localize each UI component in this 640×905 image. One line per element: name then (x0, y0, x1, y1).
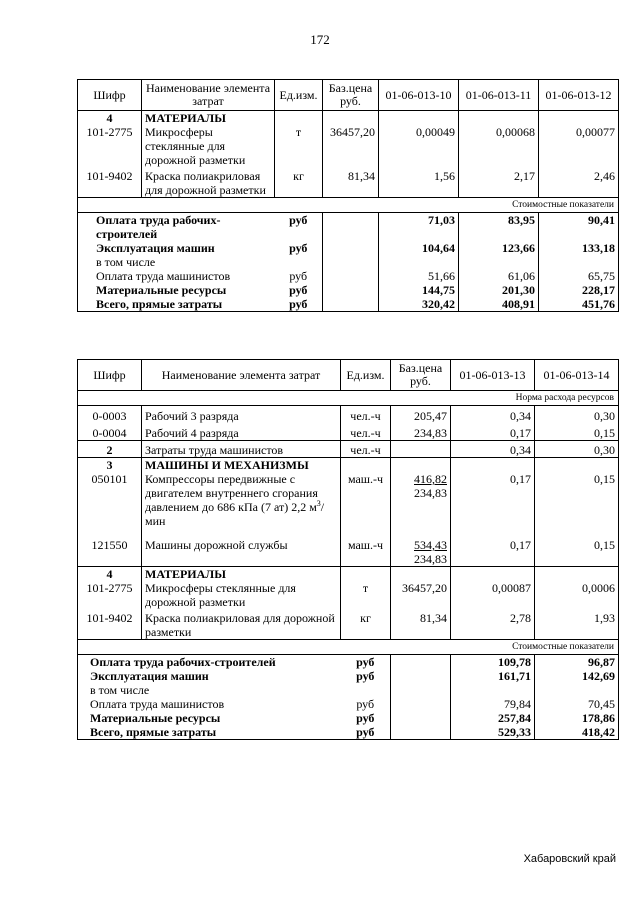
cost-value: 408,91 (459, 297, 539, 312)
row-price: 36457,20 (391, 581, 451, 609)
cost-value: 70,45 (535, 697, 619, 711)
cost-unit: руб (341, 655, 391, 670)
row-name-text: Компрессоры передвижные с двигателем внутреннего сгорания давлением до 686 кПа (7 ат) 2,2 м (145, 472, 318, 514)
cost-name: Материальные ресурсы (78, 283, 275, 297)
row-value: 0,15 (535, 423, 619, 441)
row-name-tail: /мин (145, 500, 325, 528)
row-code: 101-9402 (78, 167, 142, 198)
row-value: 2,46 (539, 167, 619, 198)
row-value: 0,00049 (379, 125, 459, 167)
cost-unit: руб (275, 283, 323, 297)
row-value: 0,15 (535, 528, 619, 567)
col-header-unit: Ед.изм. (341, 360, 391, 391)
cost-name: Оплата труда рабочих-строителей (78, 213, 275, 242)
row-price (391, 472, 451, 528)
row-value: 1,93 (535, 609, 619, 640)
table-row (78, 528, 619, 567)
cost-value: 65,75 (539, 269, 619, 283)
cost-value: 201,30 (459, 283, 539, 297)
section-code: 4 (78, 567, 142, 582)
col-header-unit: Ед.изм. (275, 80, 323, 111)
row-value: 0,15 (535, 472, 619, 528)
col-header-rate: 01-06-013-10 (379, 80, 459, 111)
cost-name: в том числе (78, 255, 275, 269)
cost-row (78, 683, 619, 697)
table-row (78, 423, 619, 441)
row-value: 0,34 (451, 406, 535, 424)
cost-table-1 (77, 79, 619, 312)
row-value: 0,0006 (535, 581, 619, 609)
row-unit: чел.-ч (341, 423, 391, 441)
cost-value: 51,66 (379, 269, 459, 283)
row-code: 101-9402 (78, 609, 142, 640)
cost-value: 257,84 (451, 711, 535, 725)
cost-name: Оплата труда рабочих-строителей (78, 655, 341, 670)
col-header-rate: 01-06-013-13 (451, 360, 535, 391)
cost-name: Оплата труда машинистов (78, 697, 341, 711)
row-value: 0,00077 (539, 125, 619, 167)
page-number: 172 (310, 32, 330, 47)
cost-value: 83,95 (459, 213, 539, 242)
cost-value: 228,17 (539, 283, 619, 297)
table-header-row (78, 80, 619, 111)
cost-row (78, 297, 619, 312)
table-row (78, 581, 619, 609)
superscript: 3 (316, 499, 321, 508)
cost-row (78, 697, 619, 711)
cost-name: Эксплуатация машин (78, 241, 275, 255)
cost-row (78, 269, 619, 283)
cost-unit: руб (341, 669, 391, 683)
cost-value: 96,87 (535, 655, 619, 670)
band-row (78, 640, 619, 655)
section-title: МАТЕРИАЛЫ (142, 567, 341, 582)
cost-value: 61,06 (459, 269, 539, 283)
row-code: 101-2775 (78, 581, 142, 609)
cost-name: Всего, прямые затраты (78, 725, 341, 740)
band-row (78, 391, 619, 406)
row-name: Микросферы стеклянные для дорожной разметки (142, 581, 341, 609)
cost-unit: руб (341, 711, 391, 725)
cost-value: 178,86 (535, 711, 619, 725)
cost-row (78, 711, 619, 725)
row-value: 2,17 (459, 167, 539, 198)
row-value: 0,17 (451, 472, 535, 528)
cost-value: 529,33 (451, 725, 535, 740)
cost-row (78, 213, 619, 242)
row-value: 0,17 (451, 528, 535, 567)
row-value: 0,00087 (451, 581, 535, 609)
cost-table-2 (77, 359, 619, 740)
row-name: Микросферы стеклянные для дорожной разметки (142, 125, 275, 167)
cost-value: 133,18 (539, 241, 619, 255)
cost-unit: руб (275, 297, 323, 312)
col-header-name: Наименование элемента затрат (142, 80, 275, 111)
col-header-rate: 01-06-013-12 (539, 80, 619, 111)
row-price: 205,47 (391, 406, 451, 424)
price-top: 534,43 (414, 538, 447, 552)
cost-value: 109,78 (451, 655, 535, 670)
row-name: Рабочий 3 разряда (142, 406, 341, 424)
row-value: 1,56 (379, 167, 459, 198)
row-value: 0,00068 (459, 125, 539, 167)
section-row (78, 567, 619, 582)
table-row (78, 167, 619, 198)
col-header-price: Баз.цена руб. (391, 360, 451, 391)
band-label: Норма расхода ресурсов (78, 391, 619, 406)
table-row (78, 441, 619, 458)
row-name: Рабочий 4 разряда (142, 423, 341, 441)
table-row (78, 609, 619, 640)
cost-row (78, 669, 619, 683)
price-top: 416,82 (414, 472, 447, 486)
row-unit: маш.-ч (341, 472, 391, 528)
row-unit: т (275, 125, 323, 167)
row-name: Затраты труда машинистов (142, 441, 341, 458)
row-unit: кг (275, 167, 323, 198)
row-code: 121550 (78, 528, 142, 567)
col-header-code: Шифр (78, 360, 142, 391)
cost-unit: руб (275, 213, 323, 242)
section-title: МАШИНЫ И МЕХАНИЗМЫ (142, 458, 341, 473)
row-unit: т (341, 581, 391, 609)
cost-row (78, 255, 619, 269)
cost-value: 451,76 (539, 297, 619, 312)
cost-name: Материальные ресурсы (78, 711, 341, 725)
cost-value: 79,84 (451, 697, 535, 711)
cost-value: 418,42 (535, 725, 619, 740)
cost-row (78, 283, 619, 297)
row-unit: чел.-ч (341, 441, 391, 458)
row-name (142, 472, 341, 528)
row-code: 101-2775 (78, 125, 142, 167)
cost-value: 71,03 (379, 213, 459, 242)
row-unit: кг (341, 609, 391, 640)
band-label: Стоимостные показатели (78, 640, 619, 655)
row-value: 0,30 (535, 406, 619, 424)
band-row (78, 198, 619, 213)
row-code: 2 (78, 441, 142, 458)
table-row (78, 406, 619, 424)
col-header-price: Баз.цена руб. (323, 80, 379, 111)
cost-value: 320,42 (379, 297, 459, 312)
region-footer: Хабаровский край (523, 853, 616, 865)
cost-value: 161,71 (451, 669, 535, 683)
cost-unit: руб (341, 725, 391, 740)
cost-row (78, 241, 619, 255)
cost-unit: руб (341, 697, 391, 711)
row-value: 0,34 (451, 441, 535, 458)
cost-unit: руб (275, 241, 323, 255)
row-name: Краска полиакриловая для дорожной разметки (142, 609, 341, 640)
cost-value: 104,64 (379, 241, 459, 255)
row-code: 0-0004 (78, 423, 142, 441)
row-price: 81,34 (391, 609, 451, 640)
table-row (78, 472, 619, 528)
section-row (78, 111, 619, 126)
row-unit: чел.-ч (341, 406, 391, 424)
row-price: 234,83 (391, 423, 451, 441)
col-header-rate: 01-06-013-14 (535, 360, 619, 391)
col-header-rate: 01-06-013-11 (459, 80, 539, 111)
row-code: 050101 (78, 472, 142, 528)
price-bottom: 234,83 (414, 486, 447, 500)
col-header-name: Наименование элемента затрат (142, 360, 341, 391)
row-value: 0,17 (451, 423, 535, 441)
cost-name: Оплата труда машинистов (78, 269, 275, 283)
section-title: МАТЕРИАЛЫ (142, 111, 275, 126)
cost-name: в том числе (78, 683, 341, 697)
row-unit: маш.-ч (341, 528, 391, 567)
cost-unit: руб (275, 269, 323, 283)
row-name: Машины дорожной службы (142, 528, 341, 567)
cost-value: 90,41 (539, 213, 619, 242)
table-row (78, 125, 619, 167)
section-code: 4 (78, 111, 142, 126)
table-header-row (78, 360, 619, 391)
row-price: 81,34 (323, 167, 379, 198)
cost-value: 142,69 (535, 669, 619, 683)
row-value: 2,78 (451, 609, 535, 640)
cost-value: 123,66 (459, 241, 539, 255)
row-code: 0-0003 (78, 406, 142, 424)
row-price (391, 528, 451, 567)
row-price: 36457,20 (323, 125, 379, 167)
cost-name: Эксплуатация машин (78, 669, 341, 683)
row-value: 0,30 (535, 441, 619, 458)
section-row (78, 458, 619, 473)
cost-row (78, 655, 619, 670)
cost-value: 144,75 (379, 283, 459, 297)
col-header-code: Шифр (78, 80, 142, 111)
price-bottom: 234,83 (414, 552, 447, 566)
cost-row (78, 725, 619, 740)
section-code: 3 (78, 458, 142, 473)
cost-name: Всего, прямые затраты (78, 297, 275, 312)
band-label: Стоимостные показатели (78, 198, 619, 213)
row-name: Краска полиакриловая для дорожной разметки (142, 167, 275, 198)
